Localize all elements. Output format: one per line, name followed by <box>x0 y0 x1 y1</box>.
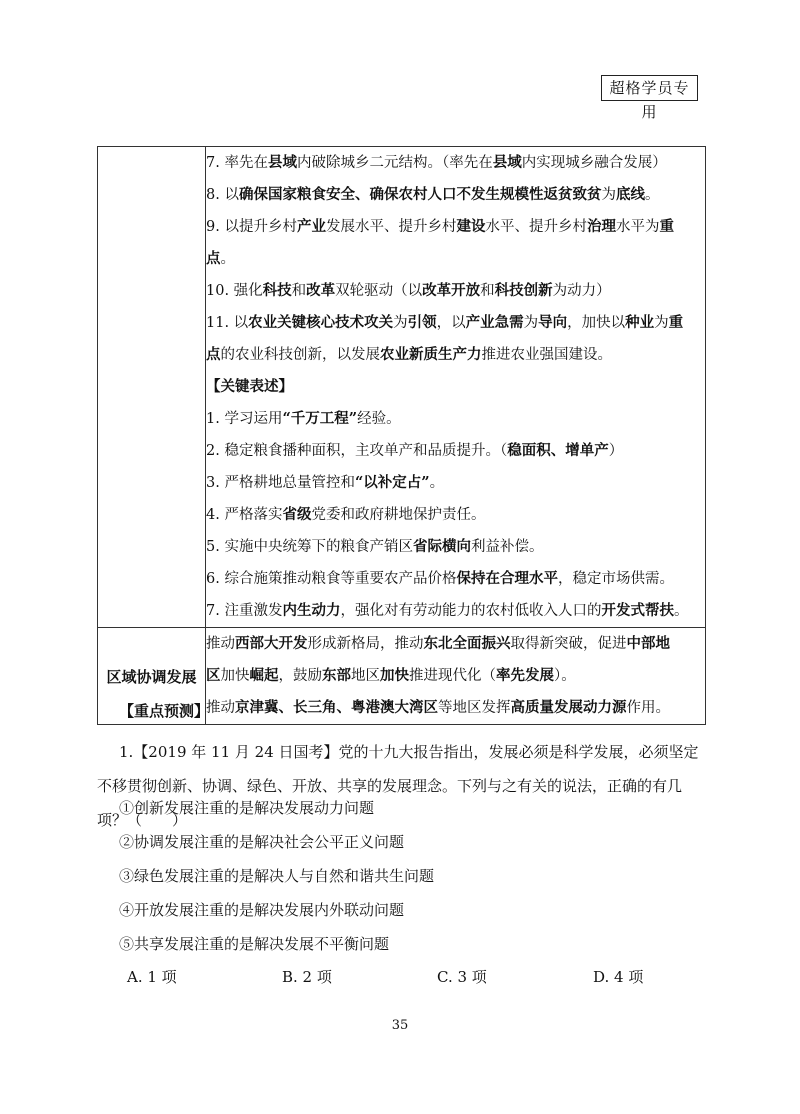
statement-item: ②协调发展注重的是解决社会公平正义问题 <box>119 833 405 851</box>
statement-item: ①创新发展注重的是解决发展动力问题 <box>119 799 375 817</box>
page-number: 35 <box>391 1018 409 1033</box>
choice-d[interactable]: D. 4 项 <box>593 968 644 986</box>
question-stem: 1.【2019 年 11 月 24 日国考】党的十九大报告指出，发展必须是科学发展，必须坚定不移贯彻创新、协调、绿色、开放、共享的发展理念。下列与之有关的说法，正确的有几项？（ ） <box>97 743 699 829</box>
content-line: 9. 以提升乡村产业发展水平、提升乡村建设水平、提升乡村治理水平为重 <box>206 218 674 235</box>
content-line: 点的农业科技创新，以发展农业新质生产力推进农业强国建设。 <box>206 346 612 363</box>
choice-c[interactable]: C. 3 项 <box>437 968 487 986</box>
content-line: 4. 严格落实省级党委和政府耕地保护责任。 <box>206 506 486 523</box>
content-line: 8. 以确保国家粮食安全、确保农村人口不发生规模性返贫致贫为底线。 <box>206 186 660 203</box>
content-line: 3. 严格耕地总量管控和“以补定占”。 <box>206 474 445 491</box>
row-content <box>206 147 706 628</box>
choice-a[interactable]: A. 1 项 <box>127 968 177 986</box>
row-content <box>206 628 706 725</box>
content-line: 【关键表述】 <box>206 378 293 395</box>
choice-b[interactable]: B. 2 项 <box>282 968 332 986</box>
content-line: 推动京津冀、长三角、粤港澳大湾区等地区发挥高质量发展动力源作用。 <box>206 699 670 716</box>
policy-table <box>97 146 706 725</box>
content-line: 2. 稳定粮食播种面积，主攻单产和品质提升。（稳面积、增单产） <box>206 442 624 459</box>
content-line: 10. 强化科技和改革双轮驱动（以改革开放和科技创新为动力） <box>206 282 611 299</box>
content-line: 7. 率先在县域内破除城乡二元结构。（率先在县域内实现城乡融合发展） <box>206 154 667 171</box>
content-line: 11. 以农业关键核心技术攻关为引领，以产业急需为导向，加快以种业为重 <box>206 314 684 331</box>
row-label-regional: 区域协调发展 <box>98 628 206 725</box>
content-line: 5. 实施中央统筹下的粮食产销区省际横向利益补偿。 <box>206 538 544 555</box>
content-line: 推动西部大开发形成新格局，推动东北全面振兴取得新突破，促进中部地 <box>206 635 670 652</box>
statement-item: ③绿色发展注重的是解决人与自然和谐共生问题 <box>119 867 435 885</box>
content-line: 1. 学习运用“千万工程”经验。 <box>206 410 401 427</box>
statement-item: ⑤共享发展注重的是解决发展不平衡问题 <box>119 935 390 953</box>
row-label <box>98 147 206 628</box>
content-line: 6. 综合施策推动粮食等重要农产品价格保持在合理水平，稳定市场供需。 <box>206 570 674 587</box>
content-line: 点。 <box>206 250 235 267</box>
table-row <box>98 147 706 628</box>
statement-item: ④开放发展注重的是解决发展内外联动问题 <box>119 901 405 919</box>
section-title: 【重点预测】 <box>119 702 210 720</box>
exclusive-badge: 超格学员专用 <box>601 75 698 101</box>
content-line: 7. 注重激发内生动力，强化对有劳动能力的农村低收入人口的开发式帮扶。 <box>206 602 689 619</box>
content-line: 区加快崛起，鼓励东部地区加快推进现代化（率先发展）。 <box>206 667 576 684</box>
